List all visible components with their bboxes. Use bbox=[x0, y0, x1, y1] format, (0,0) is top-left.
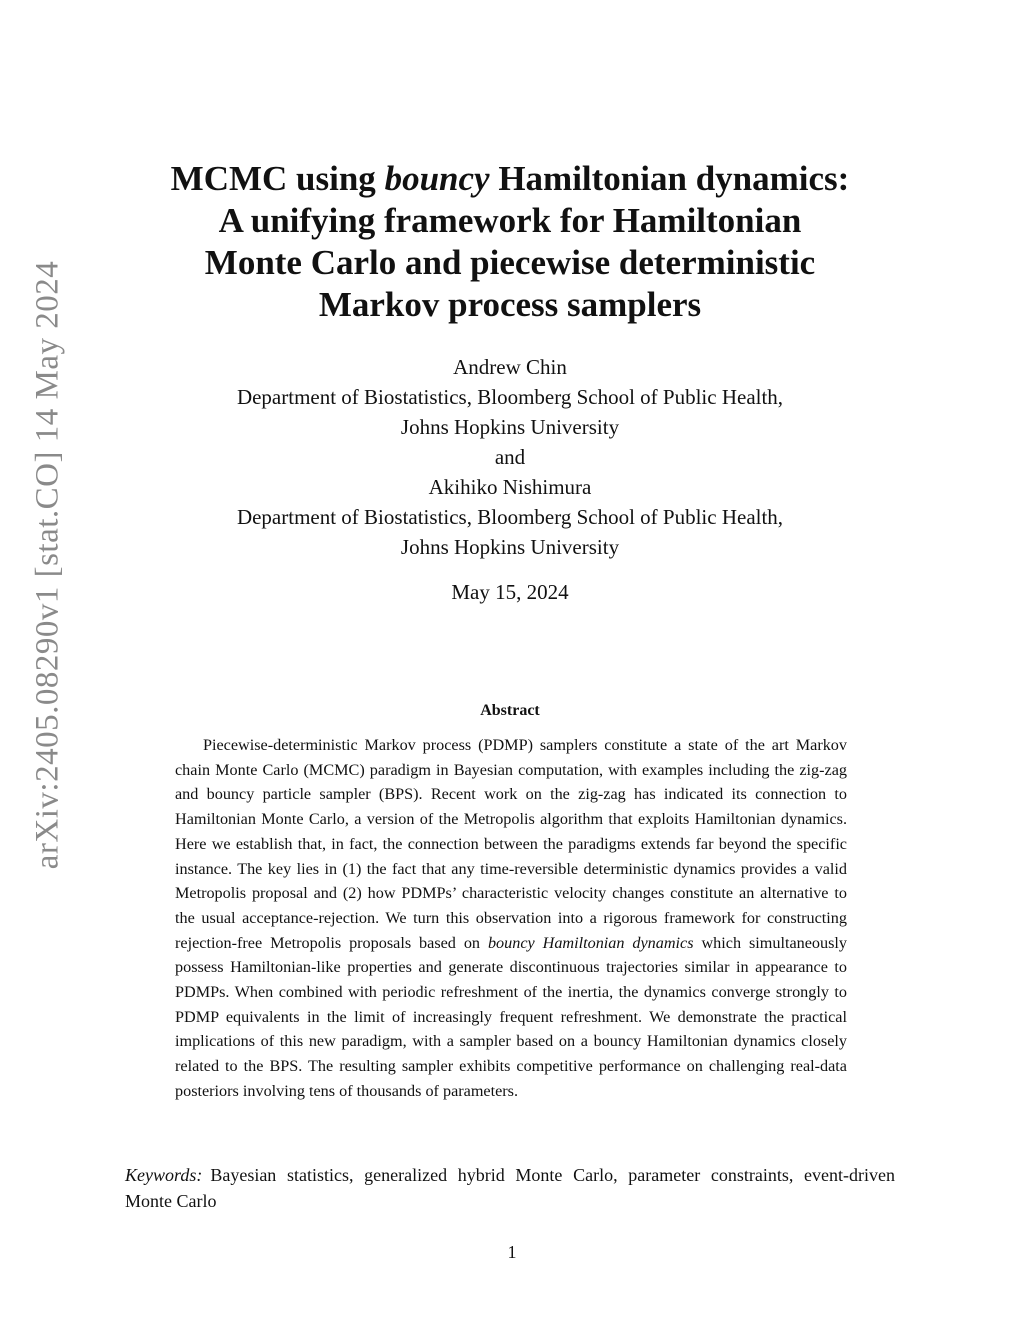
author-1-affiliation-line-2: Johns Hopkins University bbox=[400, 415, 620, 439]
paper-title bbox=[110, 158, 910, 326]
publication-date: May 15, 2024 bbox=[451, 580, 569, 604]
author-2-affiliation-line-1: Department of Biostatistics, Bloomberg School of Public Health, bbox=[236, 505, 784, 529]
author-2-name: Akihiko Nishimura bbox=[428, 475, 592, 499]
keywords-text: Bayesian statistics, generalized hybrid Monte Carlo, parameter constraints, event-driven Monte Carlo bbox=[125, 1165, 895, 1211]
author-conjunction: and bbox=[494, 445, 526, 469]
title-line-1: MCMC using bouncy Hamiltonian dynamics: bbox=[170, 159, 850, 198]
author-2-affiliation-line-2: Johns Hopkins University bbox=[400, 535, 620, 559]
title-line-3: Monte Carlo and piecewise deterministic bbox=[204, 243, 816, 282]
title-italic-word: bouncy bbox=[384, 159, 490, 198]
keywords-label: Keywords: bbox=[125, 1165, 203, 1185]
abstract-italic-phrase: bouncy Hamiltonian dynamics bbox=[487, 933, 694, 952]
author-1-name: Andrew Chin bbox=[453, 355, 567, 379]
arxiv-identifier-text: arXiv:2405.08290v1 [stat.CO] 14 May 2024 bbox=[29, 260, 66, 870]
title-line-4: Markov process samplers bbox=[318, 285, 702, 324]
author-block bbox=[110, 352, 910, 562]
page-number: 1 bbox=[507, 1242, 517, 1262]
abstract-body: Piecewise-deterministic Markov process (PDMP) samplers constitute a state of the art Markov chain Monte Carlo (MCMC) paradigm in Bayesian computation, with examples including the zig-zag and bouncy particle sampler (BPS). Recent work on the zig-zag has indicated its connection to Hamiltonian Monte Carlo, a version of the Metropolis algorithm that exploits Hamiltonian dynamics. Here we establish that, in fact, the connection between the paradigms extends far beyond the specific instance. The key lies in (1) the fact that any time-reversible deterministic dynamics provides a valid Metropolis proposal and (2) how PDMPs’ characteristic velocity changes constitute an alternative to the usual acceptance-rejection. We turn this observation into a rigorous framework for constructing rejection-free Metropolis proposals based on bouncy Hamiltonian dynamics which simultaneously possess Hamiltonian-like properties and generate discontinuous trajectories similar in appearance to PDMPs. When combined with periodic refreshment of the inertia, the dynamics converge strongly to PDMP equivalents in the limit of increasingly frequent refreshment. We demonstrate the practical implications of this new paradigm, with a sampler based on a bouncy Hamiltonian dynamics closely related to the BPS. The resulting sampler exhibits competitive performance on challenging real-data posteriors involving tens of thousands of parameters. bbox=[175, 736, 847, 1100]
title-line-2: A unifying framework for Hamiltonian bbox=[218, 201, 802, 240]
keywords bbox=[125, 1162, 895, 1214]
author-1-affiliation-line-1: Department of Biostatistics, Bloomberg School of Public Health, bbox=[236, 385, 784, 409]
abstract-heading: Abstract bbox=[480, 702, 540, 719]
